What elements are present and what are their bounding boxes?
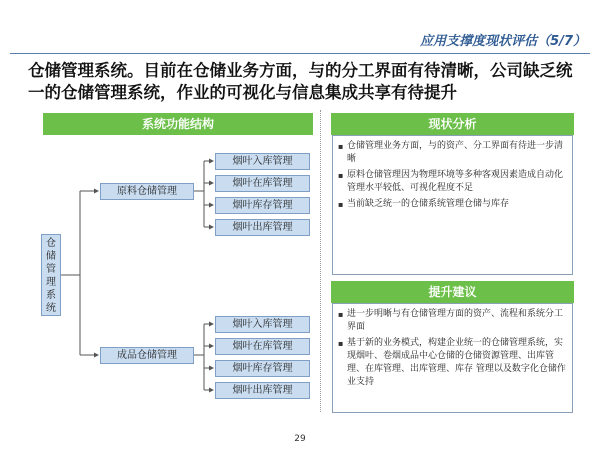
leaf-node: 烟叶库存管理 [215, 360, 310, 377]
suggestions-heading: 提升建议 [331, 281, 574, 303]
branch-node-finished: 成品仓储管理 [100, 347, 194, 364]
leaf-node: 烟叶出库管理 [215, 382, 310, 399]
analysis-heading: 现状分析 [331, 113, 574, 135]
structure-heading: 系统功能结构 [43, 113, 313, 135]
analysis-item: ▪ 当前缺乏统一的仓储系统管理仓储与库存 [347, 198, 566, 211]
slide-title: 仓储管理系统。目前在仓储业务方面，与的分工界面有待清晰，公司缺乏统一的仓储管理系统，作业的可视化与信息集成共享有待提升 [28, 61, 573, 102]
leaf-node: 烟叶在库管理 [215, 175, 310, 192]
analysis-item: ▪ 仓储管理业务方面，与的资产、分工界面有待进一步清晰 [347, 140, 566, 166]
suggestions-box [332, 303, 573, 413]
section-subtitle: 应用支撑度现状评估（5/7） [420, 34, 586, 49]
analysis-item: ▪ 原料仓储管理因为物理环境等多种客观因素造成自动化管理水平较低、可视化程度不足 [347, 169, 566, 195]
leaf-node: 烟叶入库管理 [215, 316, 310, 333]
leaf-node: 烟叶在库管理 [215, 338, 310, 355]
suggestion-item: ▪ 基于新的业务模式，构建企业统一的仓储管理系统，实现烟叶、卷烟成品中心仓储的仓储资源管理、出库管理、在库管理、出库管理、库存 管理以及数字化仓储作业支持 [347, 337, 566, 389]
leaf-node: 烟叶出库管理 [215, 219, 310, 236]
root-node: 仓储管理系统 [41, 234, 61, 316]
suggestion-item: ▪ 进一步明晰与有仓储管理方面的资产、流程和系统分工界面 [347, 308, 566, 334]
analysis-box [332, 135, 573, 275]
leaf-node: 烟叶库存管理 [215, 197, 310, 214]
page-number: 29 [294, 434, 306, 444]
dotted-divider [320, 110, 321, 412]
branch-node-raw: 原料仓储管理 [100, 183, 194, 200]
leaf-node: 烟叶入库管理 [215, 153, 310, 170]
